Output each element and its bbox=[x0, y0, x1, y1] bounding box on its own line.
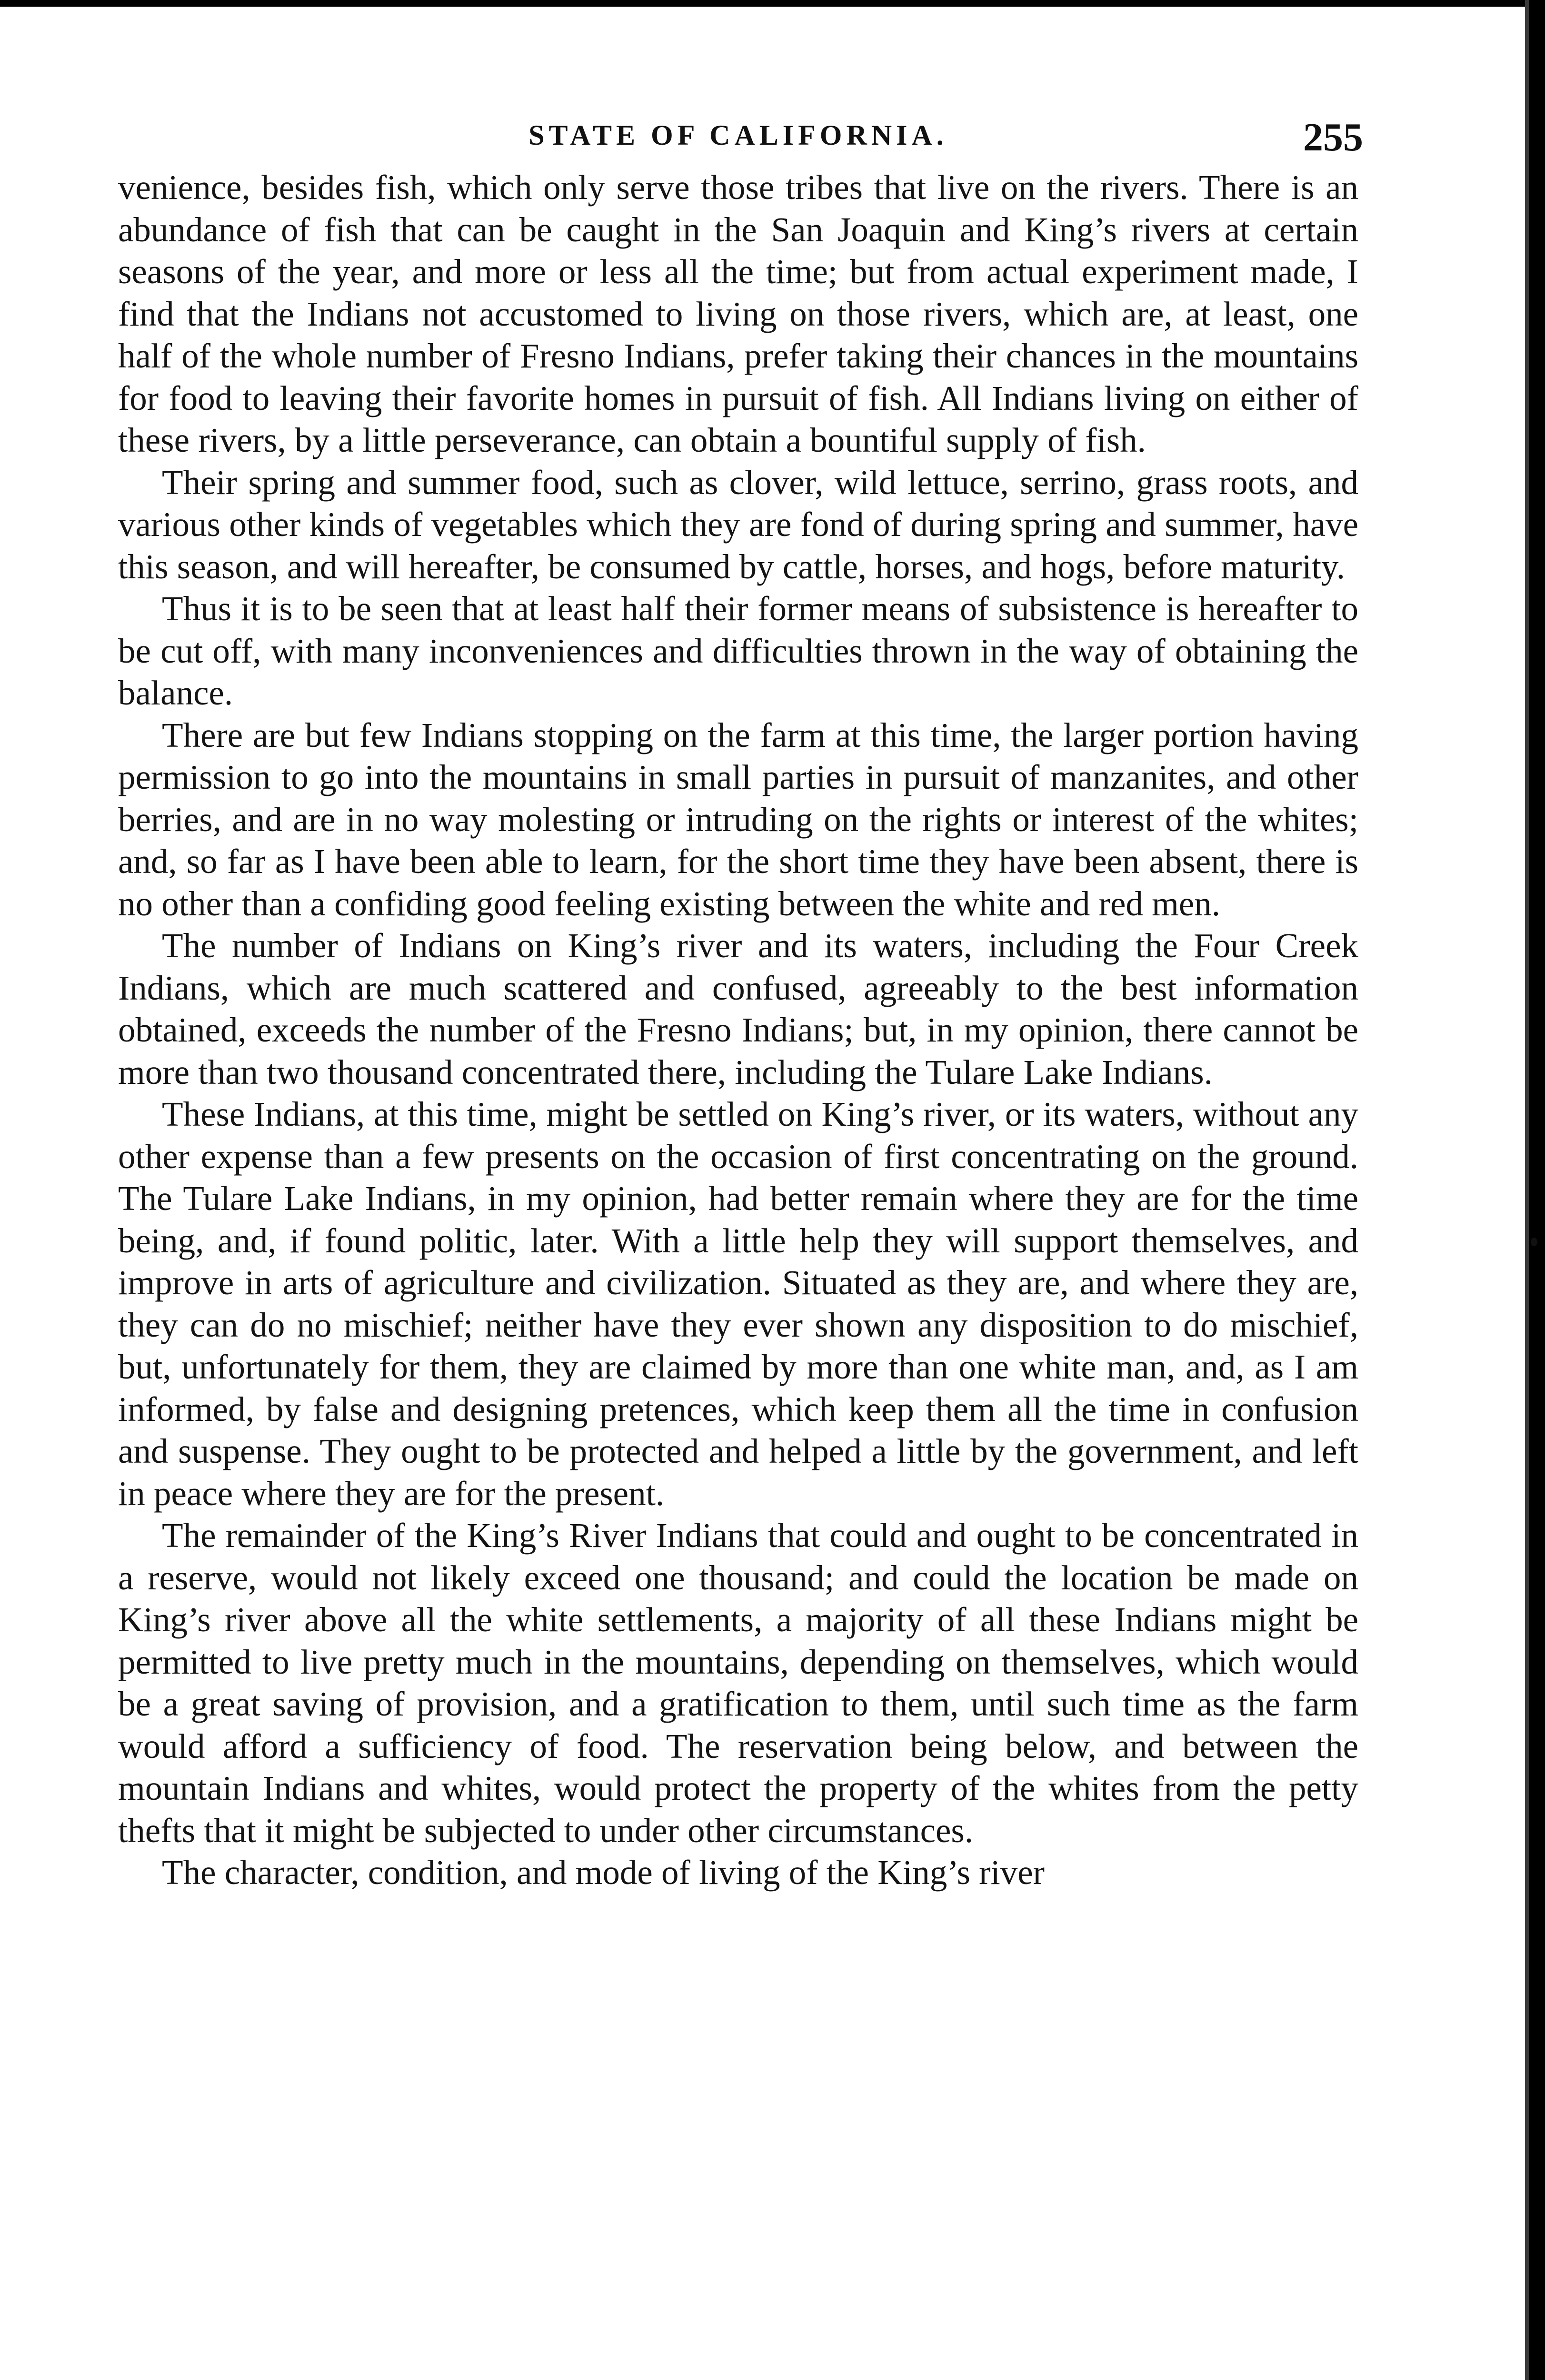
scan-border-top bbox=[0, 0, 1545, 7]
document-page bbox=[118, 114, 1363, 1894]
page-number: 255 bbox=[1303, 115, 1363, 159]
running-title: STATE OF CALIFORNIA. bbox=[528, 119, 948, 151]
paragraph: Their spring and summer food, such as clover, wild lettuce, serrino, grass roots, and various other kinds of vegetables which they are fond of during spring and summer, have this season, and will hereafter, be consumed by cattle, horses, and hogs, before maturity. bbox=[118, 463, 1358, 586]
scan-border-right bbox=[1529, 0, 1545, 2380]
margin-mark bbox=[1531, 1238, 1537, 1246]
paragraph: The remainder of the King’s River Indians that could and ought to be concentrated in a reserve, would not likely exceed one thousand; and could the location be made on King’s river above all the white settlements, a majority of all these Indians might be permitted to live pretty much in the mountains, depending on themselves, which would be a great saving of provision, and a gratification to them, until such time as the farm would afford a sufficiency of food. The reservation being below, and between the mountain Indians and whites, would protect the property of the whites from the petty thefts that it might be subjected to under other circumstances. bbox=[118, 1516, 1358, 1850]
body-text bbox=[118, 167, 1358, 1894]
paragraph: These Indians, at this time, might be settled on King’s river, or its waters, without any other expense than a few presents on the occasion of first concentrating on the ground. The Tulare Lake Indians, in my opinion, had better remain where they are for the time being, and, if found politic, later. With a little help they will support themselves, and improve in arts of agriculture and civilization. Situated as they are, and where they are, they can do no mischief; neither have they ever shown any disposition to do mischief, but, unfortunately for them, they are claimed by more than one white man, and, as I am informed, by false and designing pretences, which keep them all the time in confusion and suspense. They ought to be protected and helped a little by the government, and left in peace where they are for the present. bbox=[118, 1095, 1358, 1513]
paragraph-continued: venience, besides fish, which only serve those tribes that live on the rivers. There is an abundance of fish that can be caught in the San Joaquin and King’s rivers at certain seasons of the year, and more or less all the time; but from actual experiment made, I find that the Indians not accustomed to living on those rivers, which are, at least, one half of the whole number of Fresno Indians, prefer taking their chances in the mountains for food to leaving their favorite homes in pursuit of fish. All Indians living on either of these rivers, by a little perseverance, can obtain a bountiful supply of fish. bbox=[118, 168, 1358, 459]
paragraph: The number of Indians on King’s river and its waters, including the Four Creek Indians, which are much scattered and confused, agreeably to the best information obtained, exceeds the number of the Fresno Indians; but, in my opinion, there cannot be more than two thousand concentrated there, including the Tulare Lake Indians. bbox=[118, 926, 1358, 1091]
paragraph: There are but few Indians stopping on the farm at this time, the larger portion having permission to go into the mountains in small parties in pursuit of manzanites, and other berries, and are in no way molesting or intruding on the rights or interest of the whites; and, so far as I have been able to learn, for the short time they have been absent, there is no other than a confiding good feeling existing between the white and red men. bbox=[118, 715, 1358, 923]
paragraph: The character, condition, and mode of living of the King’s river bbox=[162, 1853, 1045, 1892]
scan-border-right-shadow bbox=[1525, 0, 1529, 2380]
running-head bbox=[118, 114, 1363, 167]
paragraph: Thus it is to be seen that at least half their former means of subsistence is hereafter to be cut off, with many inconveniences and difficulties thrown in the way of obtaining the balance. bbox=[118, 589, 1358, 712]
